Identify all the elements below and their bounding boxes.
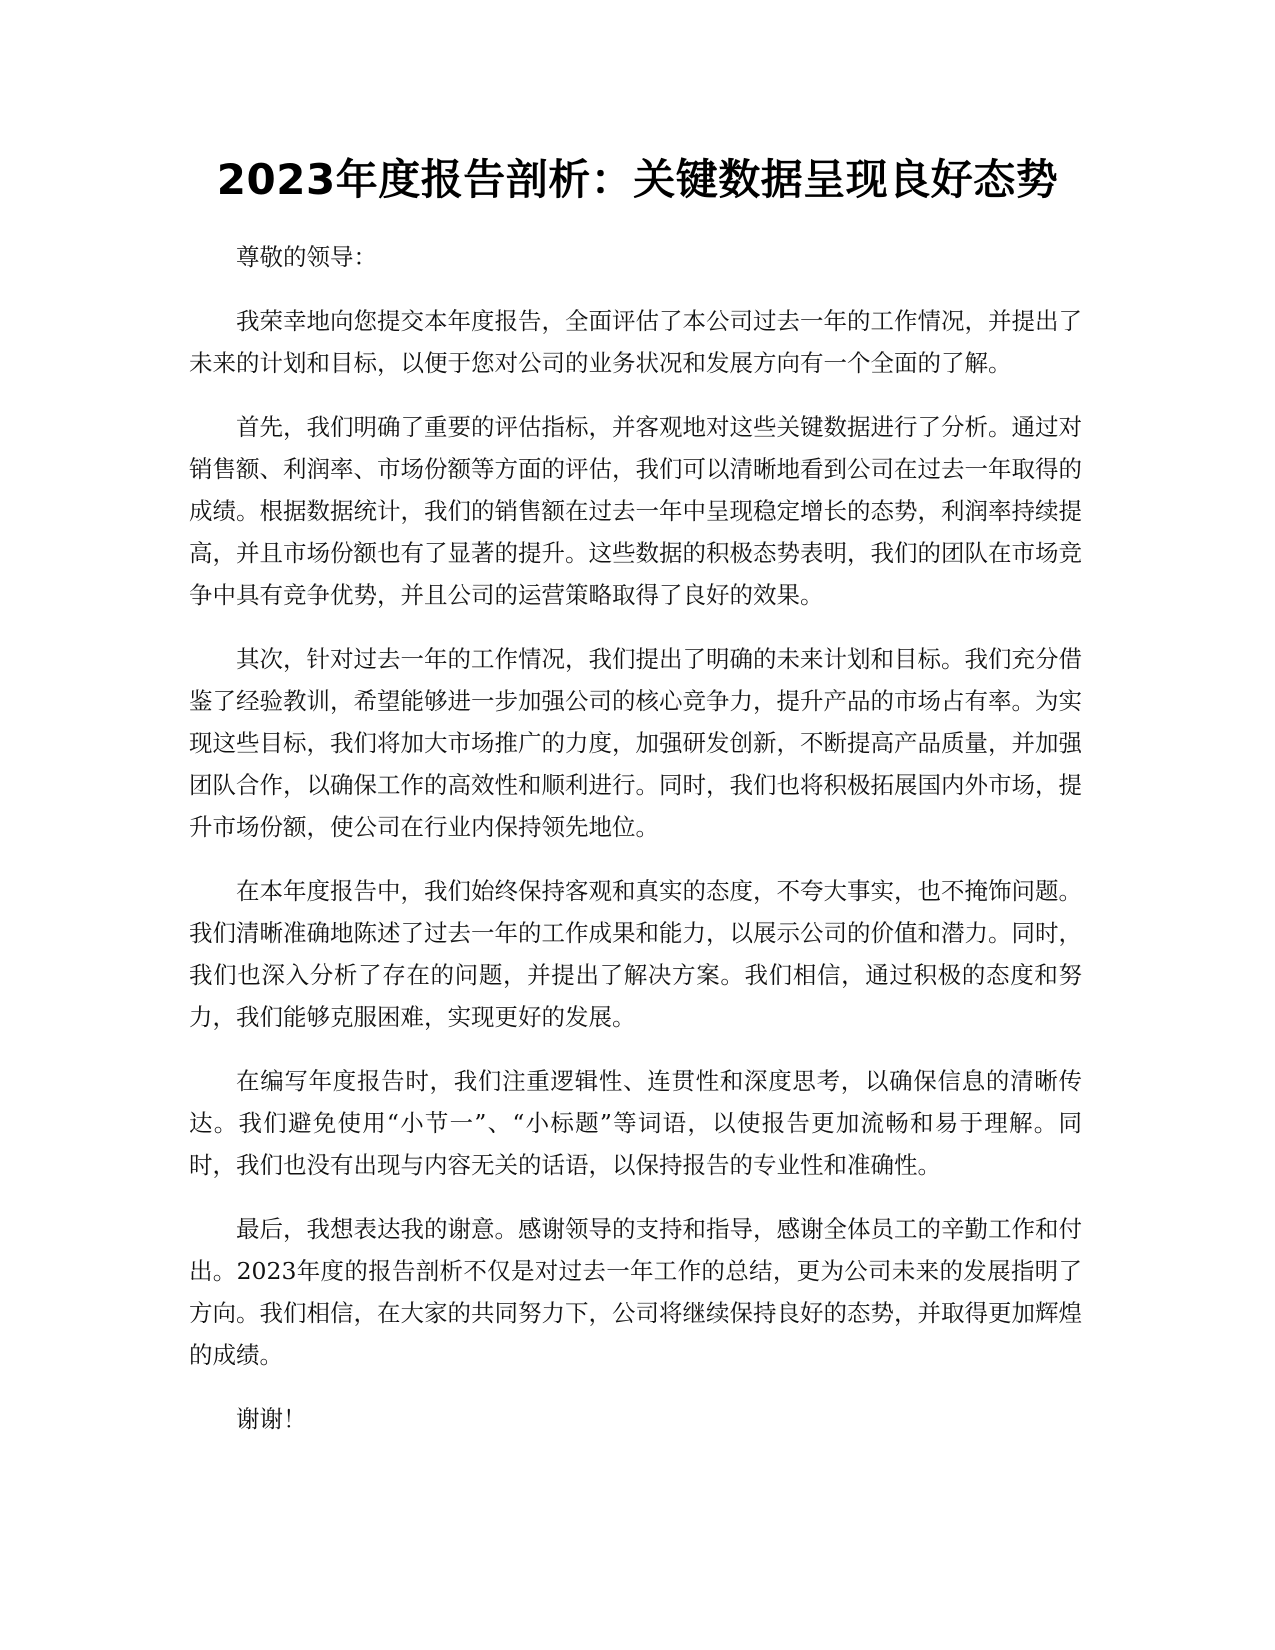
paragraph-acknowledgements: 最后，我想表达我的谢意。感谢领导的支持和指导，感谢全体员工的辛勤工作和付出。2023年度的报告剖析不仅是对过去一年工作的总结，更为公司未来的发展指明了方向。我们相信，在大家的共同努力下，公司将继续保持良好的态势，并取得更加辉煌的成绩。 — [189, 1215, 1082, 1369]
salutation: 尊敬的领导： — [236, 243, 377, 271]
paragraph-future-plans: 其次，针对过去一年的工作情况，我们提出了明确的未来计划和目标。我们充分借鉴了经验教训，希望能够进一步加强公司的核心竞争力，提升产品的市场占有率。为实现这些目标，我们将加大市场推广的力度，加强研发创新，不断提高产品质量，并加强团队合作，以确保工作的高效性和顺利进行。同时，我们也将积极拓展国内外市场，提升市场份额，使公司在行业内保持领先地位。 — [189, 645, 1082, 841]
document-body — [189, 236, 1082, 1462]
closing: 谢谢！ — [236, 1405, 307, 1433]
document-title: 2023年度报告剖析：关键数据呈现良好态势 — [216, 155, 1059, 204]
paragraph-introduction: 我荣幸地向您提交本年度报告，全面评估了本公司过去一年的工作情况，并提出了未来的计划和目标，以便于您对公司的业务状况和发展方向有一个全面的了解。 — [189, 307, 1082, 377]
paragraph-key-data-analysis: 首先，我们明确了重要的评估指标，并客观地对这些关键数据进行了分析。通过对销售额、利润率、市场份额等方面的评估，我们可以清晰地看到公司在过去一年取得的成绩。根据数据统计，我们的销售额在过去一年中呈现稳定增长的态势，利润率持续提高，并且市场份额也有了显著的提升。这些数据的积极态势表明，我们的团队在市场竞争中具有竞争优势，并且公司的运营策略取得了良好的效果。 — [189, 413, 1082, 609]
paragraph-objective-attitude: 在本年度报告中，我们始终保持客观和真实的态度，不夸大事实，也不掩饰问题。我们清晰准确地陈述了过去一年的工作成果和能力，以展示公司的价值和潜力。同时，我们也深入分析了存在的问题，并提出了解决方案。我们相信，通过积极的态度和努力，我们能够克服困难，实现更好的发展。 — [189, 877, 1082, 1031]
paragraph-writing-approach: 在编写年度报告时，我们注重逻辑性、连贯性和深度思考，以确保信息的清晰传达。我们避免使用“小节一”、“小标题”等词语，以使报告更加流畅和易于理解。同时，我们也没有出现与内容无关的话语，以保持报告的专业性和准确性。 — [189, 1067, 1082, 1179]
